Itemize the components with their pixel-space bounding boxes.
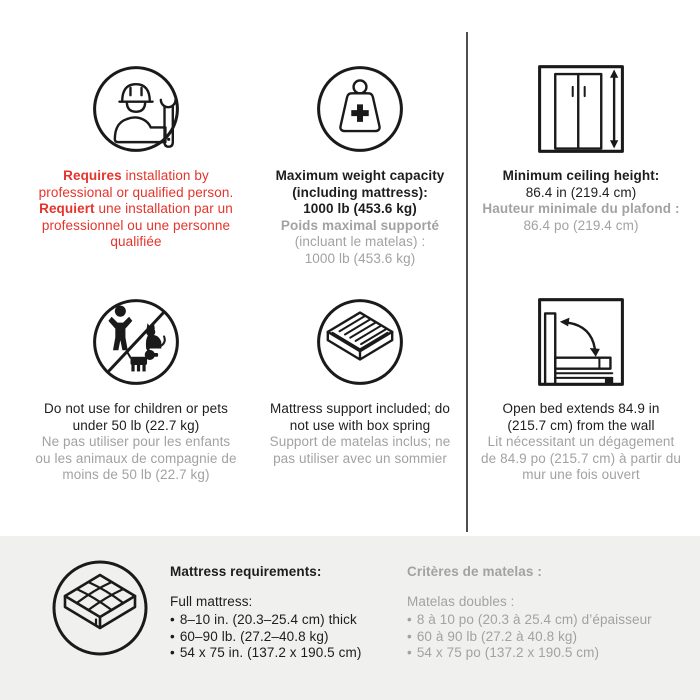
bullet-dot: •	[407, 645, 412, 660]
band-bullet-item	[170, 629, 400, 646]
text-line: Maximum weight capacity	[275, 168, 445, 183]
band-subtitle-fr: Matelas doubles :	[407, 594, 515, 609]
mattress-requirements-fr	[407, 563, 692, 662]
band-bullet-item	[407, 612, 692, 629]
installation-text	[16, 168, 256, 251]
open-bed-icon	[535, 296, 627, 388]
band-bullet-item	[407, 645, 692, 662]
text-line: Do not use for children or pets	[44, 401, 228, 416]
text-line: professional or qualified person.	[38, 184, 234, 200]
text-line: (215.7 cm) from the wall	[507, 417, 655, 433]
text-line: moins de 50 lb (22.7 kg)	[62, 467, 210, 482]
text-line: professionnel ou une personne	[41, 217, 231, 233]
bullet-dot: •	[407, 628, 412, 644]
text-line: (including mattress):	[292, 184, 428, 200]
no-children-pets-icon	[90, 296, 182, 388]
open-bed-text	[471, 401, 691, 484]
band-bullet-item	[170, 612, 400, 629]
text-line: Mattress support included; do	[270, 401, 450, 416]
mattress-support-text	[250, 401, 470, 467]
text-line: ou les animaux de compagnie de	[35, 450, 237, 466]
text-line: Open bed extends 84.9 in	[502, 401, 660, 416]
band-bullet-item	[407, 629, 692, 646]
bullet-text: 60–90 lb. (27.2–40.8 kg)	[179, 628, 329, 644]
text-line: pas utiliser avec un sommier	[273, 450, 447, 466]
bullet-dot: •	[407, 612, 412, 627]
weight-capacity-icon	[314, 63, 406, 155]
weight-capacity-text	[250, 168, 470, 267]
text-line: mur une fois ouvert	[522, 467, 640, 482]
bullet-text: 60 à 90 lb (27.2 à 40.8 kg)	[416, 628, 578, 644]
info-block-mattress-support	[250, 296, 470, 467]
text-line: de 84.9 po (215.7 cm) à partir du	[481, 450, 681, 466]
band-title-en: Mattress requirements:	[170, 564, 322, 579]
text-line: 1000 lb (453.6 kg)	[303, 201, 417, 216]
bullet-text: 8–10 in. (20.3–25.4 cm) thick	[179, 612, 357, 627]
text-line: qualifiée	[110, 234, 162, 249]
text-line: Hauteur minimale du plafond :	[482, 201, 680, 216]
mattress-requirements-en	[170, 563, 400, 662]
info-block-children-pets	[16, 296, 256, 484]
info-block-weight-capacity	[250, 63, 470, 267]
info-block-open-bed	[471, 296, 691, 484]
band-title-fr: Critères de matelas :	[407, 564, 542, 579]
children-pets-text	[16, 401, 256, 484]
band-subtitle-en: Full mattress:	[170, 594, 253, 609]
text-line: Lit nécessitant un dégagement	[487, 434, 675, 449]
text-line: not use with box spring	[289, 417, 431, 433]
ceiling-height-icon	[535, 63, 627, 155]
text-line: 1000 lb (453.6 kg)	[304, 250, 416, 266]
mattress-icon	[50, 558, 150, 658]
text-line: Minimum ceiling height:	[502, 168, 660, 183]
text-line: under 50 lb (22.7 kg)	[72, 417, 200, 433]
mattress-requirements-band	[0, 536, 700, 700]
band-bullet-item	[170, 645, 400, 662]
bullet-text: 54 x 75 po (137.2 x 190.5 cm)	[416, 645, 600, 660]
text-line: 86.4 po (219.4 cm)	[523, 217, 639, 233]
text-line: 86.4 in (219.4 cm)	[525, 184, 637, 200]
ceiling-height-text	[471, 168, 691, 234]
bullet-text: 8 à 10 po (20.3 à 25.4 cm) d’épaisseur	[416, 612, 652, 627]
info-block-ceiling-height	[471, 63, 691, 234]
text-line: Requires installation by	[63, 168, 209, 183]
bullet-text: 54 x 75 in. (137.2 x 190.5 cm)	[179, 645, 362, 660]
vertical-divider	[466, 32, 468, 532]
bullet-dot: •	[170, 645, 175, 660]
bullet-dot: •	[170, 612, 175, 627]
text-line: (incluant le matelas) :	[294, 234, 426, 249]
info-block-installation	[16, 63, 256, 251]
text-line: Ne pas utiliser pour les enfants	[41, 434, 231, 449]
installer-icon	[90, 63, 182, 155]
bullet-dot: •	[170, 628, 175, 644]
text-line: Requiert une installation par un	[39, 201, 233, 216]
text-line: Poids maximal supporté	[280, 217, 440, 233]
mattress-support-icon	[314, 296, 406, 388]
text-line: Support de matelas inclus; ne	[269, 434, 451, 449]
